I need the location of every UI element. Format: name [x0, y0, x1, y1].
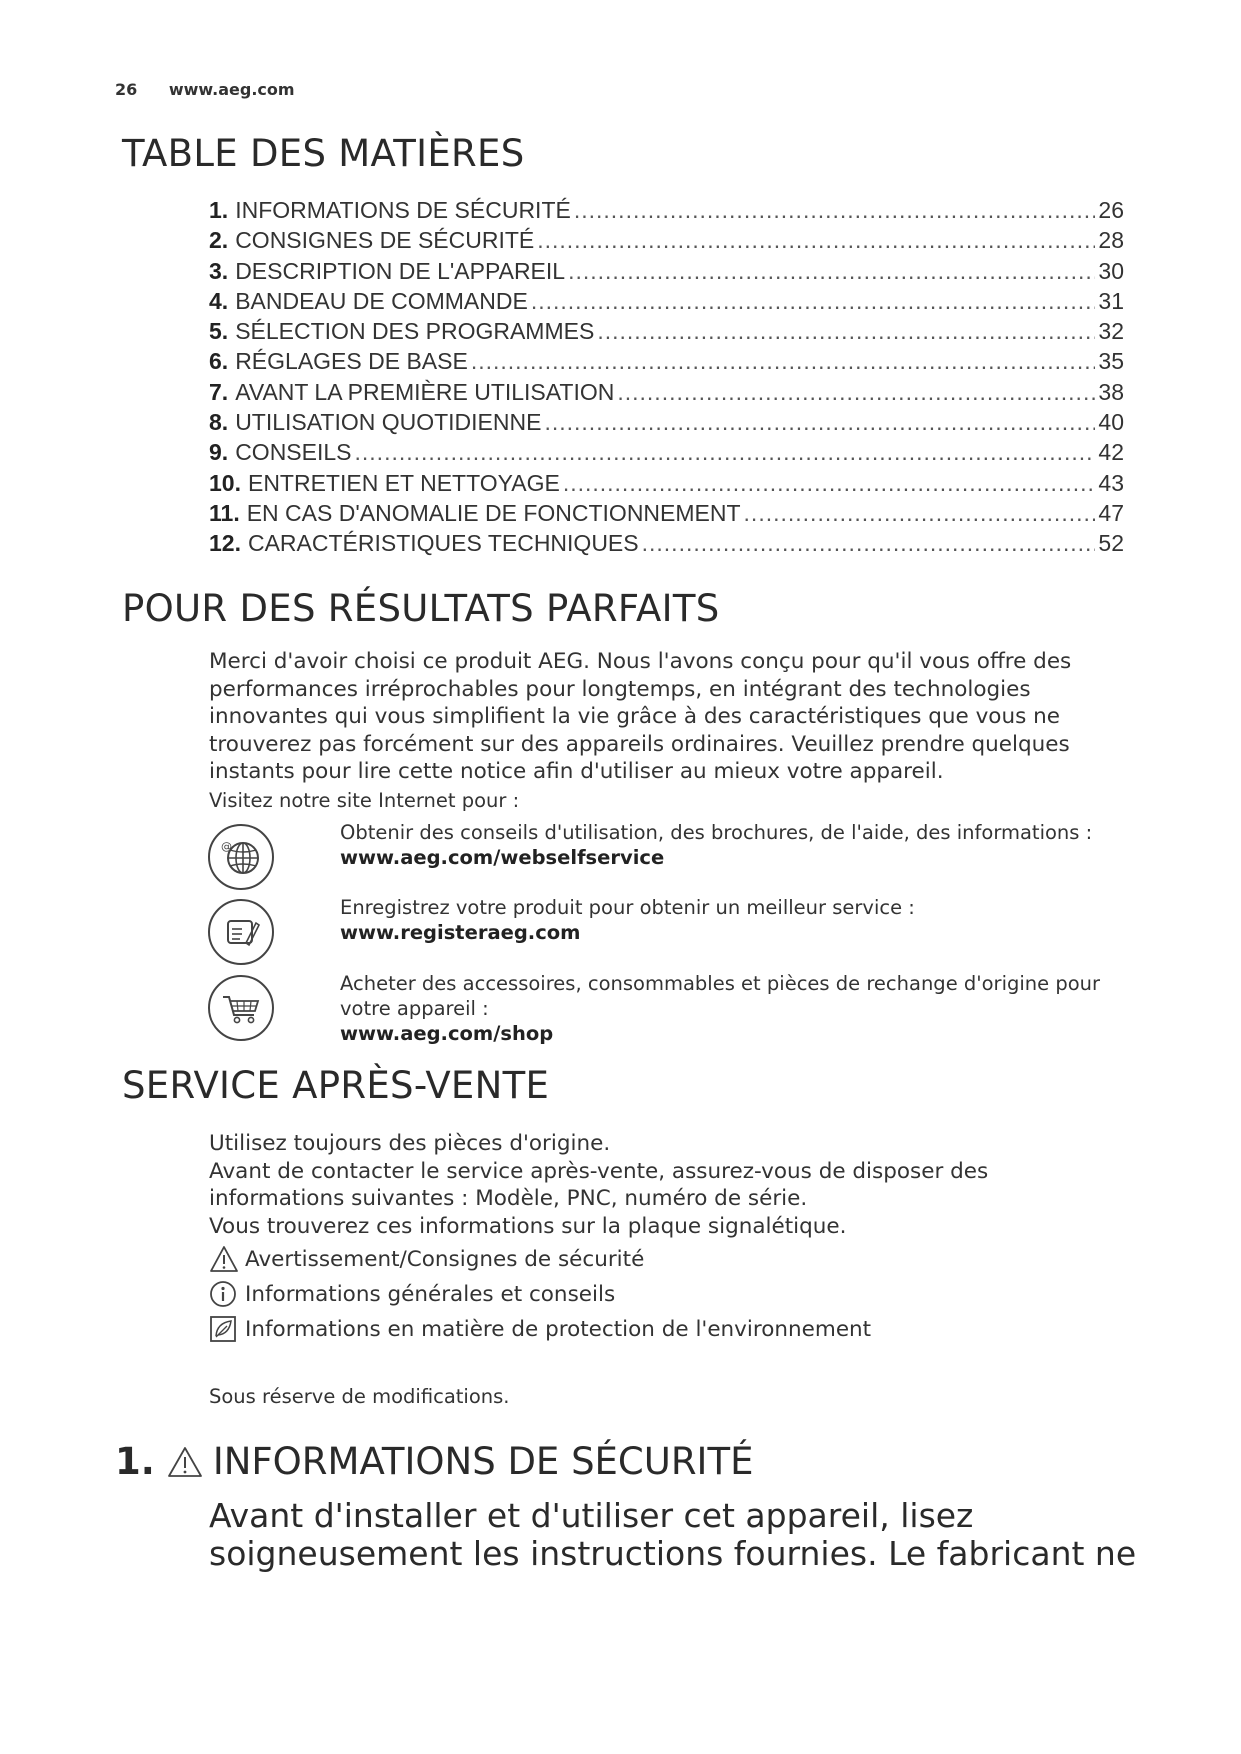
toc-row[interactable]: [209, 258, 1124, 288]
toc-label: CARACTÉRISTIQUES TECHNIQUES: [247, 530, 639, 557]
legend-text: Informations en matière de protection de l'environnement: [245, 1316, 872, 1342]
toc-row[interactable]: [209, 348, 1124, 378]
toc-number: 1.: [209, 197, 229, 223]
toc-leader: [531, 288, 1096, 315]
section-number: 1.: [115, 1440, 155, 1483]
toc-title: TABLE DES MATIÈRES: [122, 132, 525, 175]
results-paragraph: Merci d'avoir choisi ce produit AEG. Nous l'avons conçu pour qu'il vous offre des performances irréprochables pour longtemps, en intégrant des technologies innovantes qui vous simplifient la vie grâce à des caractéristiques que vous ne trouverez pas forcément sur des appareils ordinaires. Veuillez prendre quelques instants pour lire cette notice afin d'utiliser au mieux votre appareil.: [209, 649, 1072, 784]
service-description: Enregistrez votre produit pour obtenir un meilleur service :: [340, 896, 915, 919]
section-1-heading: [115, 1440, 753, 1483]
toc-leader: [568, 258, 1095, 285]
toc-number: 9.: [209, 439, 229, 466]
section-title: INFORMATIONS DE SÉCURITÉ: [212, 1440, 754, 1483]
toc-row[interactable]: [209, 470, 1124, 500]
toc-row[interactable]: [209, 227, 1124, 257]
info-icon: [209, 1280, 239, 1308]
legend-text: Avertissement/Consignes de sécurité: [245, 1246, 645, 1272]
legend-text: Informations générales et conseils: [245, 1281, 616, 1307]
toc-label: RÉGLAGES DE BASE: [235, 348, 468, 375]
toc-row[interactable]: [209, 288, 1124, 318]
legend-item: [209, 1245, 644, 1273]
toc-leader: [563, 470, 1096, 497]
service-item: [340, 895, 1130, 945]
service-description: Obtenir des conseils d'utilisation, des brochures, de l'aide, des informations :: [340, 821, 1093, 844]
toc-number: 4.: [209, 287, 229, 314]
toc-row[interactable]: [209, 409, 1124, 439]
toc-page: 30: [1098, 257, 1124, 284]
toc-label: CONSEILS: [235, 439, 352, 466]
legend-item: [209, 1280, 615, 1308]
toc-row[interactable]: [209, 379, 1124, 409]
toc-number: 5.: [209, 318, 229, 345]
page-number: 26: [115, 80, 138, 99]
toc-label: ENTRETIEN ET NETTOYAGE: [247, 469, 560, 496]
visit-text: Visitez notre site Internet pour :: [209, 789, 520, 812]
warning-triangle-icon: [167, 1445, 203, 1479]
toc-label: EN CAS D'ANOMALIE DE FONCTIONNEMENT: [246, 499, 741, 526]
toc-number: 11.: [209, 499, 240, 526]
toc-row[interactable]: [209, 197, 1124, 227]
toc-label: INFORMATIONS DE SÉCURITÉ: [235, 197, 571, 223]
register-form-icon: [208, 899, 274, 965]
toc-label: CONSIGNES DE SÉCURITÉ: [235, 227, 535, 254]
toc-leader: [355, 439, 1096, 466]
toc-page: 40: [1098, 409, 1124, 436]
toc-number: 7.: [209, 378, 229, 405]
toc-number: 10.: [209, 469, 241, 496]
toc-row[interactable]: [209, 500, 1124, 530]
after-sales-title: SERVICE APRÈS-VENTE: [122, 1064, 550, 1107]
toc-page: 38: [1098, 378, 1124, 405]
toc-page: 32: [1098, 318, 1124, 345]
toc-page: 26: [1098, 197, 1124, 223]
toc-leader: [574, 197, 1096, 224]
toc-leader: [537, 227, 1095, 254]
service-link[interactable]: www.aeg.com/webselfservice: [340, 846, 665, 869]
toc-page: 28: [1098, 227, 1124, 254]
toc-label: UTILISATION QUOTIDIENNE: [235, 409, 542, 436]
service-description: Acheter des accessoires, consommables et pièces de rechange d'origine pour votre appareil :: [340, 972, 1101, 1020]
website-link[interactable]: www.aeg.com: [168, 80, 295, 99]
toc-row[interactable]: [209, 439, 1124, 469]
toc-label: AVANT LA PREMIÈRE UTILISATION: [235, 378, 615, 405]
after-sales-line: Vous trouverez ces informations sur la plaque signalétique.: [209, 1213, 847, 1239]
toc-leader: [544, 409, 1095, 436]
toc-leader: [642, 530, 1096, 557]
section-1-intro: Avant d'installer et d'utiliser cet appareil, lisez soigneusement les instructions fournies. Le fabricant ne: [209, 1496, 1137, 1573]
toc-page: 43: [1098, 469, 1124, 496]
after-sales-text: [209, 1130, 1109, 1240]
toc-leader: [597, 318, 1095, 345]
web-globe-icon: [208, 824, 274, 890]
environment-leaf-icon: [209, 1315, 239, 1343]
after-sales-line: Utilisez toujours des pièces d'origine.: [209, 1131, 611, 1156]
toc-label: DESCRIPTION DE L'APPAREIL: [235, 257, 566, 284]
svg-text:@: @: [221, 840, 232, 853]
service-item: [340, 820, 1130, 870]
toc-page: 35: [1098, 348, 1124, 375]
toc-number: 2.: [209, 227, 229, 254]
after-sales-line: Avant de contacter le service après-vente, assurez-vous de disposer des informations suivantes : Modèle, PNC, numéro de série.: [209, 1158, 989, 1211]
toc-row[interactable]: [209, 530, 1124, 560]
table-of-contents: [209, 197, 1124, 561]
toc-row[interactable]: [209, 318, 1124, 348]
service-item: [340, 971, 1130, 1046]
toc-number: 6.: [209, 348, 229, 375]
legend-item: [209, 1315, 871, 1343]
shopping-cart-icon: [208, 975, 274, 1041]
toc-leader: [471, 348, 1096, 375]
toc-number: 3.: [209, 257, 229, 284]
toc-label: BANDEAU DE COMMANDE: [235, 287, 528, 314]
warning-triangle-icon: [209, 1245, 239, 1273]
service-link[interactable]: www.registeraeg.com: [340, 921, 581, 944]
page-header: [115, 80, 295, 99]
service-link[interactable]: www.aeg.com/shop: [340, 1022, 554, 1045]
toc-number: 12.: [209, 530, 241, 557]
toc-label: SÉLECTION DES PROGRAMMES: [235, 318, 595, 345]
toc-leader: [744, 500, 1096, 527]
toc-leader: [617, 379, 1095, 406]
reserve-note: Sous réserve de modifications.: [209, 1385, 510, 1408]
toc-number: 8.: [209, 409, 229, 436]
toc-page: 42: [1098, 439, 1124, 466]
toc-page: 52: [1098, 530, 1124, 557]
toc-page: 31: [1098, 287, 1124, 314]
results-title: POUR DES RÉSULTATS PARFAITS: [122, 587, 720, 630]
toc-page: 47: [1098, 499, 1124, 526]
